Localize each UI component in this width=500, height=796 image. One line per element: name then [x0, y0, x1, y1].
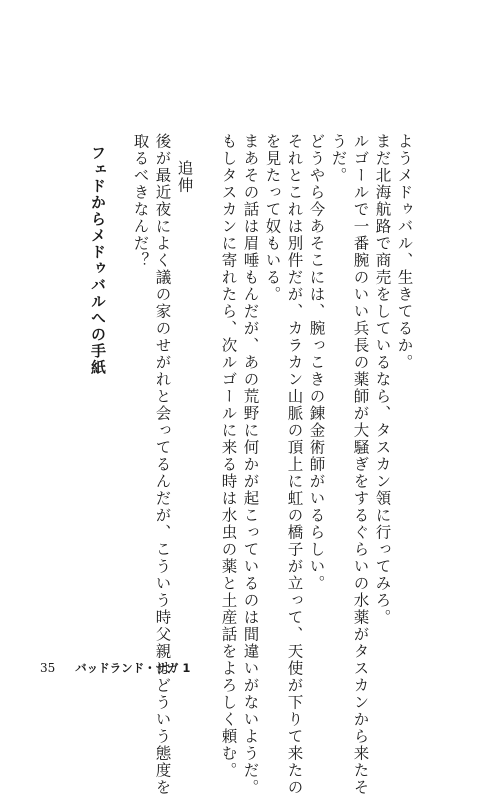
letter-line: ルゴールで一番腕のいい兵長の薬師が大騒ぎをするぐらいの水薬がタスカンから来たそ — [351, 133, 370, 796]
letter-line: どうやら今あそこには、腕っこきの錬金術師がいるらしい。 — [307, 133, 326, 592]
postscript-line: 後が最近夜によく議の家のせがれと会ってるんだが、こういう時父親はどういう態度を — [153, 133, 172, 796]
letter-line: ようメドゥバル、生きてるか。 — [395, 133, 414, 371]
letter-line: もしタスカンに寄れたら、次ルゴールに来る時は水虫の薬と土産話をよろしく頼む。 — [219, 133, 238, 779]
postscript-label: 追伸 — [175, 160, 194, 194]
letter-line: まあその話は眉唾もんだが、あの荒野に何かが起こっているのは間違いがないようだ。 — [241, 133, 260, 796]
page-number: 35 — [40, 661, 56, 675]
page-footer — [40, 660, 190, 676]
book-title: バッドランド・サガ 1 — [75, 661, 191, 675]
letter-title: フェドからメドゥバルへの手紙 — [89, 145, 107, 376]
letter-line: を見たって奴もいる。 — [263, 133, 282, 303]
postscript-line: 取るべきなんだ？ — [131, 133, 150, 269]
letter-line: それとこれは別件だが、カラカン山脈の頂上に虹の橋子が立って、天使が下りて来たの — [285, 133, 304, 796]
letter-line: まだ北海航路で商売をしているなら、タスカン領に行ってみろ。 — [373, 133, 392, 626]
letter-line: うだ。 — [329, 133, 348, 184]
